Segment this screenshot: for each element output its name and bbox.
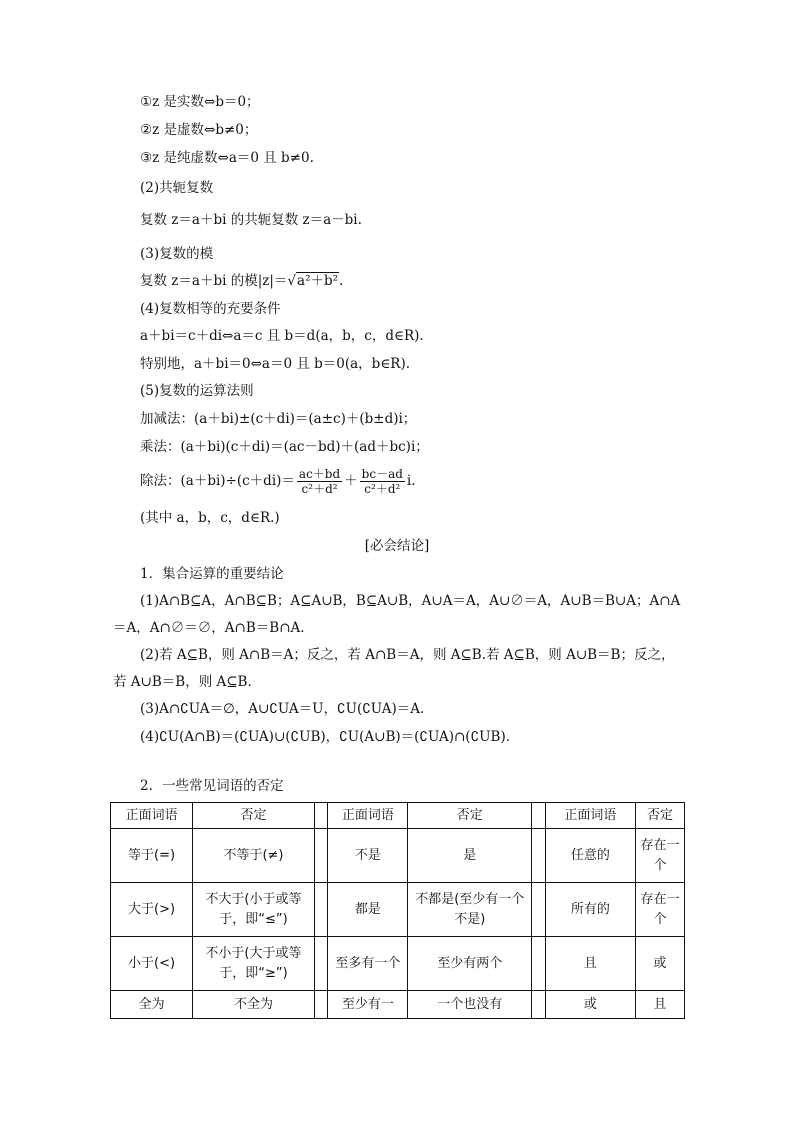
column-gap: [532, 883, 546, 937]
table-cell: 存在一个: [636, 829, 685, 883]
modulus-suffix: .: [339, 273, 344, 289]
table-row: [111, 829, 685, 883]
header-cell: 否定: [408, 803, 532, 829]
table-cell: 是: [408, 829, 532, 883]
line-addition: 加减法：(a＋bi)±(c＋di)＝(a±c)＋(b±d)i；: [140, 411, 417, 427]
division-suffix: i.: [406, 473, 416, 489]
section-title: [必会结论]: [364, 538, 430, 554]
set-rule-1b: ＝A，A∩∅＝∅，A∩B＝B∩A.: [113, 620, 305, 636]
table-cell: 一个也没有: [408, 991, 532, 1019]
column-gap: [532, 803, 546, 829]
set-rule-2b: 若 A∪B＝B，则 A⊆B.: [113, 674, 252, 690]
table-cell: 任意的: [545, 829, 635, 883]
column-gap: [314, 829, 328, 883]
table-cell: 或: [545, 991, 635, 1019]
heading-modulus: (3)复数的模: [140, 246, 214, 262]
table-cell: 不大于(小于或等于，即“≤”): [193, 883, 315, 937]
fraction-2-numerator: bc－ad: [361, 467, 403, 481]
table-cell: 都是: [328, 883, 408, 937]
modulus-prefix: 复数 z＝a＋bi 的模|z|＝√: [140, 273, 297, 289]
table-row: [111, 883, 685, 937]
heading-equality: (4)复数相等的充要条件: [140, 301, 281, 317]
table-cell: 等于(=): [111, 829, 193, 883]
column-gap: [314, 991, 328, 1019]
modulus-radicand: a²＋b²: [297, 273, 339, 289]
negation-table: [110, 802, 685, 1019]
column-gap: [314, 883, 328, 937]
set-rule-1a: (1)A∩B⊆A，A∩B⊆B；A⊆A∪B，B⊆A∪B，A∪A＝A，A∪∅＝A，A∪B＝B∪A；A∩A: [140, 593, 681, 609]
table-cell: 至多有一个: [328, 937, 408, 991]
header-cell: 正面词语: [328, 803, 408, 829]
column-gap: [314, 803, 328, 829]
table-cell: 所有的: [545, 883, 635, 937]
header-cell: 否定: [636, 803, 685, 829]
table-cell: 或: [636, 937, 685, 991]
table-cell: 至少有两个: [408, 937, 532, 991]
set-rule-2a: (2)若 A⊆B，则 A∩B＝A；反之，若 A∩B＝A，则 A⊆B.若 A⊆B，则 A∪B＝B；反之，: [140, 647, 675, 663]
table-cell: 不全为: [193, 991, 315, 1019]
line-division: [140, 463, 416, 499]
table-cell: 且: [545, 937, 635, 991]
table-cell: 不是: [328, 829, 408, 883]
heading-operations: (5)复数的运算法则: [140, 383, 254, 399]
line-equality-1: a＋bi＝c＋di⇔a＝c 且 b＝d(a，b，c，d∈R).: [140, 328, 424, 344]
fraction-1-numerator: ac＋bd: [298, 467, 341, 481]
table-cell: 不都是(至少有一个不是): [408, 883, 532, 937]
heading-negation: 2．一些常见词语的否定: [140, 778, 284, 794]
table-cell: 全为: [111, 991, 193, 1019]
line-modulus: [140, 271, 343, 291]
division-prefix: 除法：(a＋bi)÷(c＋di)＝: [140, 473, 295, 489]
table-cell: 至少有一: [328, 991, 408, 1019]
line-where: (其中 a，b，c，d∈R.): [140, 510, 280, 526]
line-conjugate: 复数 z＝a＋bi 的共轭复数 z＝a－bi.: [140, 212, 362, 228]
header-cell: 正面词语: [545, 803, 635, 829]
heading-set-conclusions: 1．集合运算的重要结论: [140, 566, 284, 582]
column-gap: [314, 937, 328, 991]
table-row: [111, 937, 685, 991]
column-gap: [532, 829, 546, 883]
fraction-1: [297, 467, 342, 496]
table-header-row: [111, 803, 685, 829]
line-imaginary: ②z 是虚数⇔b≠0；: [140, 122, 258, 138]
fraction-2: [360, 467, 405, 496]
line-real: ①z 是实数⇔b＝0；: [140, 94, 260, 110]
set-rule-3: (3)A∩∁UA＝∅，A∪∁UA＝U，∁U(∁UA)＝A.: [140, 701, 425, 717]
table-cell: 且: [636, 991, 685, 1019]
line-equality-2: 特别地，a＋bi＝0⇔a＝0 且 b＝0(a，b∈R).: [140, 356, 411, 372]
table-cell: 存在一个: [636, 883, 685, 937]
header-cell: 否定: [193, 803, 315, 829]
line-multiplication: 乘法：(a＋bi)(c＋di)＝(ac－bd)＋(ad＋bc)i；: [140, 439, 429, 455]
fraction-2-denominator: c²＋d²: [364, 482, 401, 496]
line-pure-imaginary: ③z 是纯虚数⇔a＝0 且 b≠0.: [140, 150, 314, 166]
column-gap: [532, 937, 546, 991]
set-rule-4: (4)∁U(A∩B)＝(∁UA)∪(∁UB)，∁U(A∪B)＝(∁UA)∩(∁UB)．: [140, 729, 520, 745]
table-cell: 不等于(≠): [193, 829, 315, 883]
heading-conjugate: (2)共轭复数: [140, 180, 214, 196]
column-gap: [532, 991, 546, 1019]
header-cell: 正面词语: [111, 803, 193, 829]
table-cell: 不小于(大于或等于，即“≥”): [193, 937, 315, 991]
division-plus: ＋: [344, 473, 358, 489]
fraction-1-denominator: c²＋d²: [301, 482, 338, 496]
table-row: [111, 991, 685, 1019]
table-cell: 小于(<): [111, 937, 193, 991]
table-cell: 大于(>): [111, 883, 193, 937]
